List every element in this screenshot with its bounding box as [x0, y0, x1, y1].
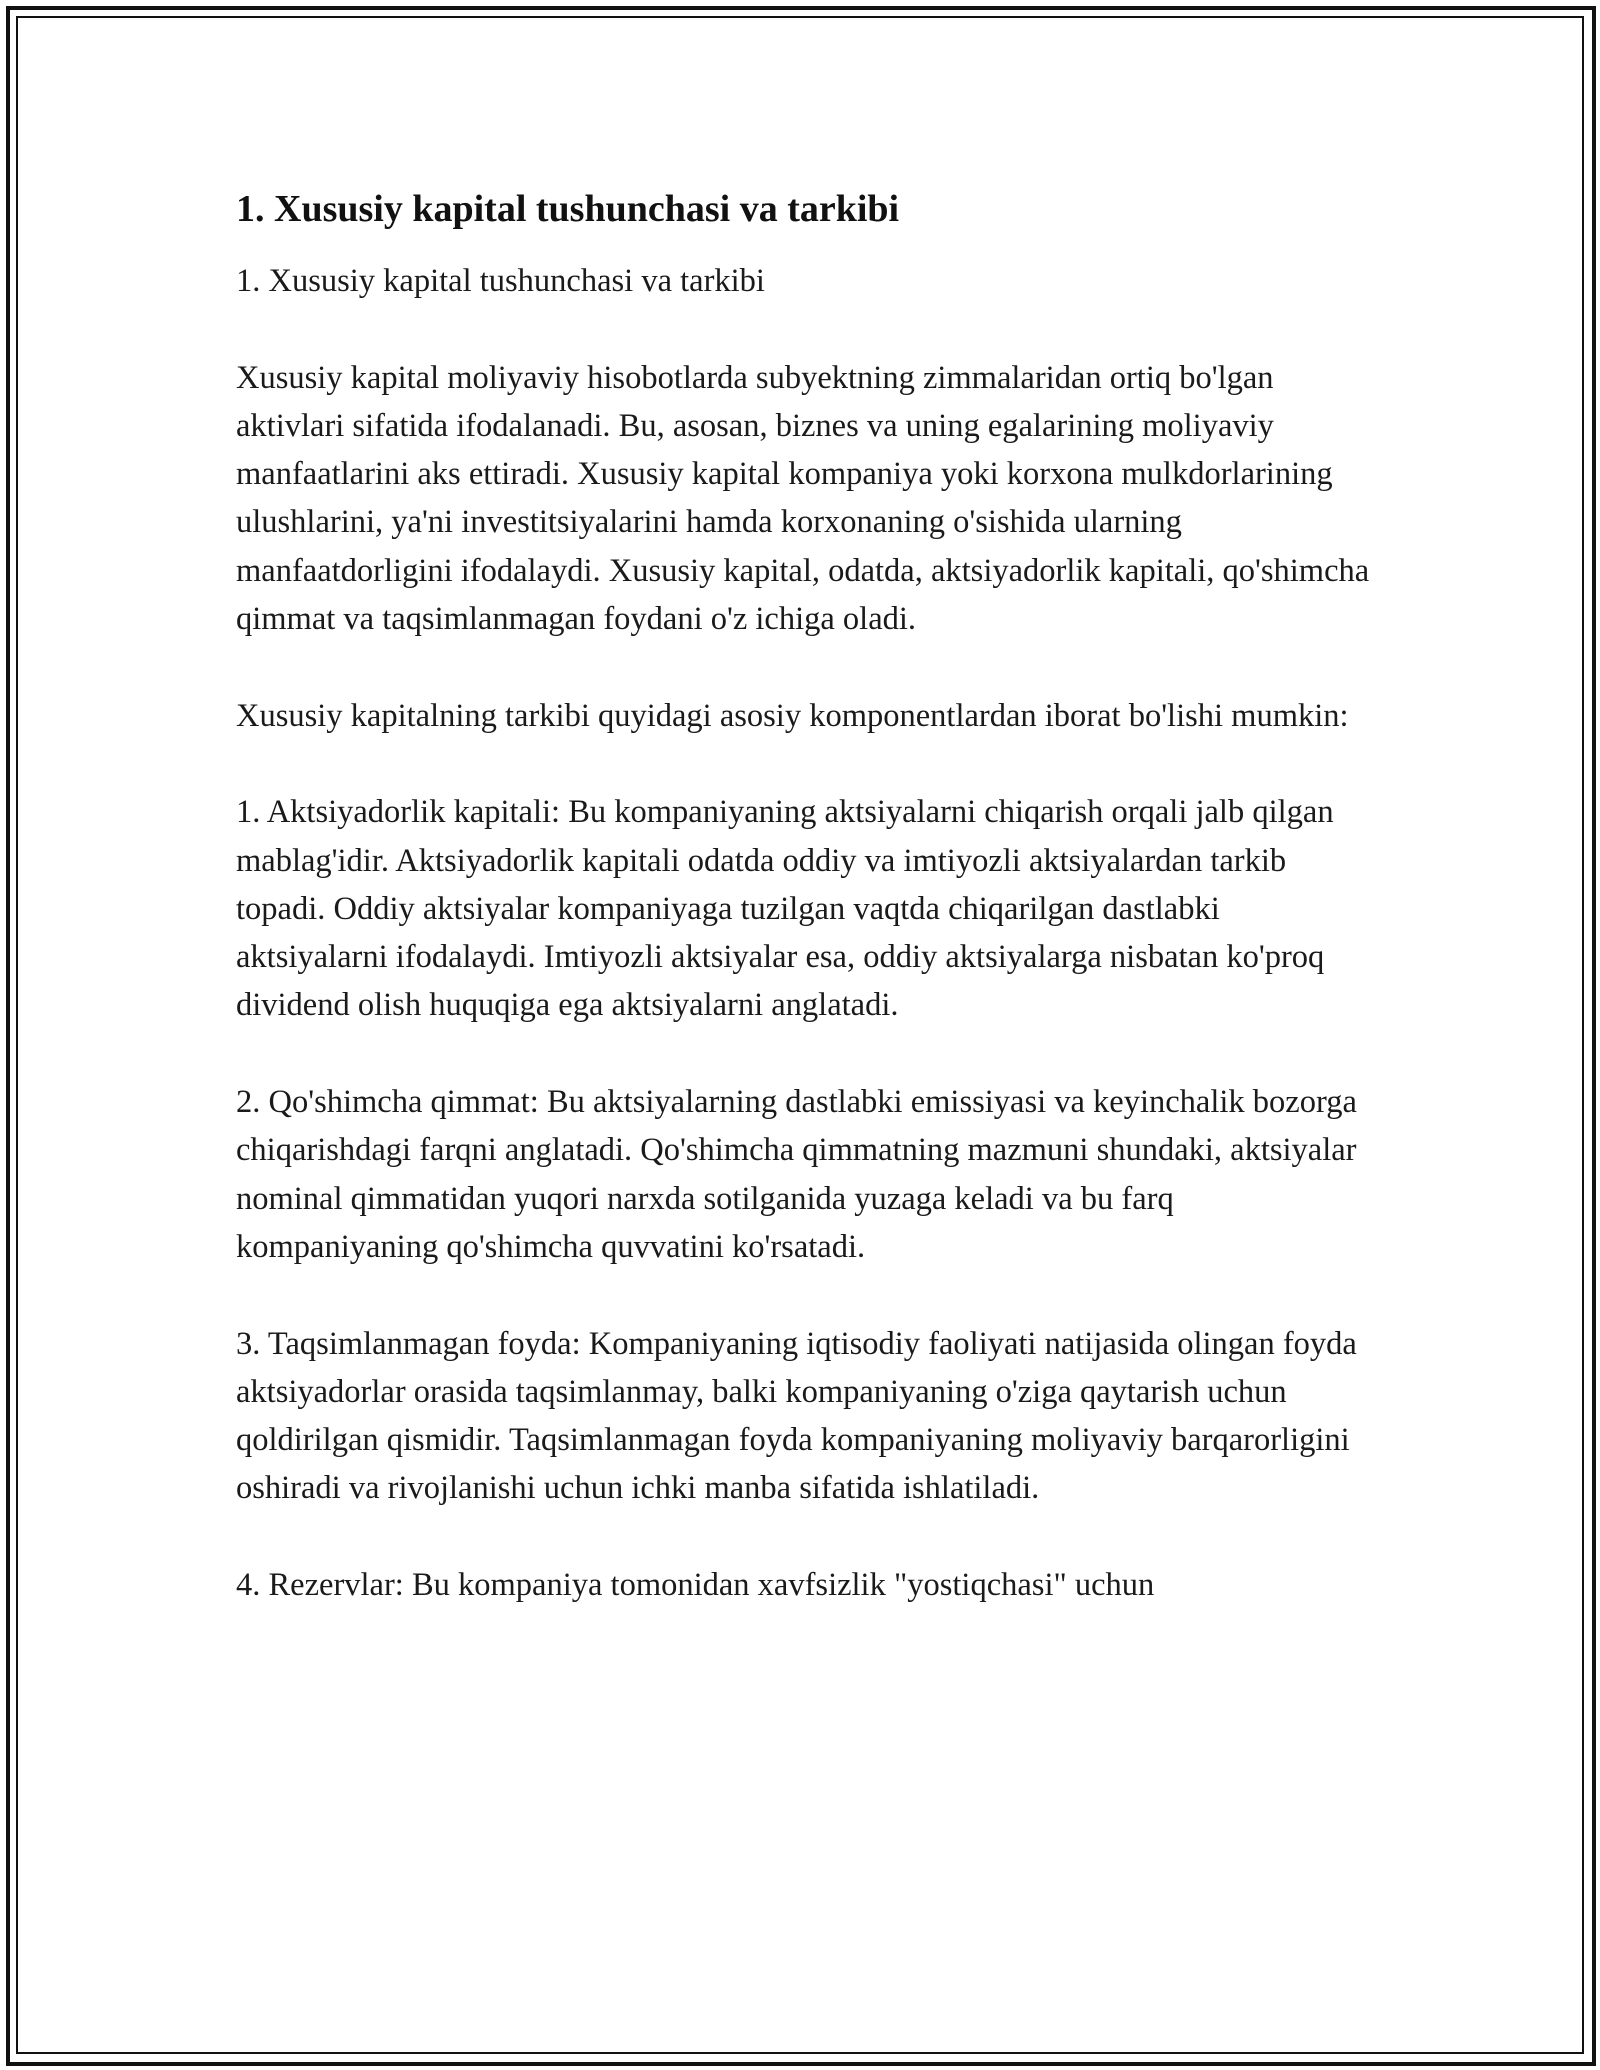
paragraph-reserves: 4. Rezervlar: Bu kompaniya tomonidan xavfsizlik "yostiqchasi" uchun [236, 1567, 1155, 1604]
paragraph-subtitle: 1. Xususiy kapital tushunchasi va tarkibi [236, 263, 765, 299]
paragraph-additional-value: 2. Qo'shimcha qimmat: Bu aktsiyalarning dastlabki emissiyasi va keyinchalik bozorga chiqarishdagi farqni anglatadi. Qo'shimcha qimmatning mazmuni shundaki, aktsiyalar nominal qimmatidan yuqori narxda sotilganida yuzaga keladi va bu farq kompaniyaning qo'shimcha quvvatini ko'rsatadi. [236, 1084, 1357, 1265]
document-heading: 1. Xususiy kapital tushunchasi va tarkibi [236, 188, 900, 230]
paragraph-definition: Xususiy kapital moliyaviy hisobotlarda subyektning zimmalaridan ortiq bo'lgan aktivlari sifatida ifodalanadi. Bu, asosan, biznes va uning egalarining moliyaviy manfaatlarini aks ettiradi. Xususiy kapital kompaniya yoki korxona mulkdorlarining ulushlarini, ya'ni investitsiyalarini hamda korxonaning o'sishida ularning manfaatdorligini ifodalaydi. Xususiy kapital, odatda, aktsiyadorlik kapitali, qo'shimcha qimmat va taqsimlanmagan foydani o'z ichiga oladi. [236, 359, 1370, 638]
paragraph-share-capital: 1. Aktsiyadorlik kapitali: Bu kompaniyaning aktsiyalarni chiqarish orqali jalb qilgan mablag'idir. Aktsiyadorlik kapitali odatda oddiy va imtiyozli aktsiyalardan tarkib topadi. Oddiy aktsiyalar kompaniyaga tuzilgan vaqtda chiqarilgan dastlabki aktsiyalarni ifodalaydi. Imtiyozli aktsiyalar esa, oddiy aktsiyalarga nisbatan ko'proq dividend olish huquqiga ega aktsiyalarni anglatadi. [236, 794, 1334, 1024]
paragraph-components-intro: Xususiy kapitalning tarkibi quyidagi asosiy komponentlardan iborat bo'lishi mumkin: [236, 697, 1349, 734]
document-page [236, 185, 1376, 1658]
paragraph-retained-earnings: 3. Taqsimlanmagan foyda: Kompaniyaning iqtisodiy faoliyati natijasida olingan foyda aktsiyadorlar orasida taqsimlanmay, balki kompaniyaning o'ziga qaytarish uchun qoldirilgan qismidir. Taqsimlanmagan foyda kompaniyaning moliyaviy barqarorligini oshiradi va rivojlanishi uchun ichki manba sifatida ishlatiladi. [236, 1325, 1357, 1507]
